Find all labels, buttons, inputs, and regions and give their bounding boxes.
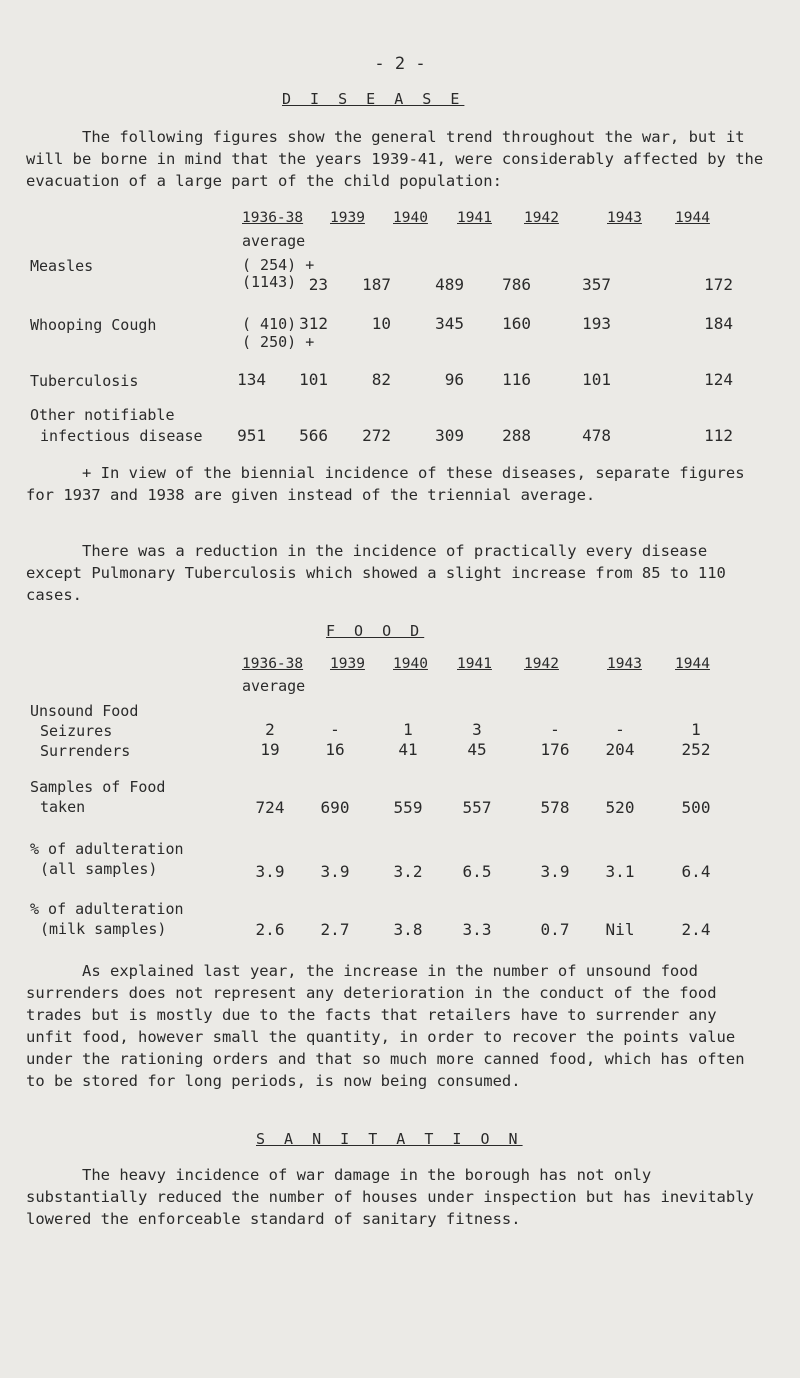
food-group-label: Unsound Food <box>30 702 139 720</box>
disease-col-3: 1941 <box>457 210 492 226</box>
food-cell: 3.2 <box>393 862 423 881</box>
disease-row-label: Whooping Cough <box>30 316 157 334</box>
disease-cell: 184 <box>704 314 733 333</box>
food-cell: 3 <box>472 720 482 739</box>
food-col-1: 1939 <box>330 656 365 672</box>
food-col-6: 1944 <box>675 656 710 672</box>
food-row-label: Surrenders <box>40 742 131 760</box>
disease-cell: 160 <box>502 314 531 333</box>
disease-cell: 116 <box>502 370 531 389</box>
disease-col-2: 1940 <box>393 210 428 226</box>
food-cell: 204 <box>605 740 635 759</box>
disease-heading: D I S E A S E <box>282 90 465 108</box>
disease-cell: 309 <box>435 426 464 445</box>
food-cell: 3.1 <box>605 862 635 881</box>
food-row-label: (milk samples) <box>40 920 167 938</box>
disease-cell: 312 <box>299 314 328 333</box>
food-average-label: average <box>242 677 306 695</box>
food-cell: 3.3 <box>462 920 492 939</box>
food-col-5: 1943 <box>607 656 642 672</box>
food-cell: 6.4 <box>681 862 711 881</box>
disease-cell: 96 <box>444 370 464 389</box>
food-heading: F O O D <box>326 622 425 640</box>
food-cell: 3.9 <box>320 862 350 881</box>
disease-row-label: Other notifiable <box>30 406 175 424</box>
disease-cell: 82 <box>371 370 391 389</box>
disease-col-4: 1942 <box>524 210 559 226</box>
food-row-label: % of adulteration <box>30 840 184 858</box>
food-cell: 520 <box>605 798 635 817</box>
sanitation-paragraph: The heavy incidence of war damage in the borough has not only substantially reduced the number of houses under inspection but has inevitably lowered the enforceable standard of sanitary fitness. <box>26 1166 754 1228</box>
disease-cell: 288 <box>502 426 531 445</box>
food-cell: 3.8 <box>393 920 423 939</box>
disease-cell-paren: (1143) <box>242 273 297 291</box>
disease-row-label: infectious disease <box>40 427 203 445</box>
disease-cell: 101 <box>299 370 328 389</box>
disease-cell: 124 <box>704 370 733 389</box>
food-cell: 0.7 <box>540 920 570 939</box>
disease-cell: 134 <box>237 370 266 389</box>
disease-cell: 23 <box>308 275 328 294</box>
food-cell: 2 <box>265 720 275 739</box>
disease-intro: The following figures show the general trend throughout the war, but it will be borne in mind that the years 1939-41, were considerably affected by the evacuation of a large part of the child population: <box>26 128 764 190</box>
food-cell: 176 <box>540 740 570 759</box>
food-cell: 557 <box>462 798 492 817</box>
disease-cell-paren: ( 410) <box>242 315 297 333</box>
disease-col-5: 1943 <box>607 210 642 226</box>
food-col-4: 1942 <box>524 656 559 672</box>
food-row-label: (all samples) <box>40 860 158 878</box>
food-cell: - <box>330 720 340 739</box>
food-cell: 500 <box>681 798 711 817</box>
disease-row-label: Measles <box>30 257 94 275</box>
disease-paragraph: There was a reduction in the incidence of practically every disease except Pulmonary Tuberculosis which showed a slight increase from 85 to 110 cases. <box>26 542 726 604</box>
food-cell: 3.9 <box>255 862 285 881</box>
disease-cell: 345 <box>435 314 464 333</box>
disease-col-6: 1944 <box>675 210 710 226</box>
disease-cell-paren: ( 254) + <box>242 256 315 274</box>
page-number: - 2 - <box>374 54 426 74</box>
disease-col-1: 1939 <box>330 210 365 226</box>
disease-cell: 951 <box>237 426 266 445</box>
food-row-label: Samples of Food <box>30 778 166 796</box>
disease-row-label: Tuberculosis <box>30 372 139 390</box>
food-cell: 2.6 <box>255 920 285 939</box>
food-cell: 578 <box>540 798 570 817</box>
disease-cell-paren: ( 250) + <box>242 333 315 351</box>
food-row-label: % of adulteration <box>30 900 184 918</box>
sanitation-heading: S A N I T A T I O N <box>256 1130 523 1148</box>
food-cell: - <box>615 720 625 739</box>
disease-cell: 187 <box>362 275 391 294</box>
food-cell: 252 <box>681 740 711 759</box>
disease-cell: 357 <box>582 275 611 294</box>
disease-col-0: 1936-38 <box>242 210 304 226</box>
food-cell: 16 <box>325 740 345 759</box>
disease-cell: 172 <box>704 275 733 294</box>
food-col-0: 1936-38 <box>242 656 304 672</box>
food-cell: 724 <box>255 798 285 817</box>
food-cell: 41 <box>398 740 418 759</box>
disease-cell: 112 <box>704 426 733 445</box>
disease-cell: 489 <box>435 275 464 294</box>
disease-cell: 10 <box>371 314 391 333</box>
food-cell: 2.4 <box>681 920 711 939</box>
food-cell: 1 <box>403 720 413 739</box>
disease-cell: 478 <box>582 426 611 445</box>
food-col-2: 1940 <box>393 656 428 672</box>
disease-cell: 193 <box>582 314 611 333</box>
food-cell: 6.5 <box>462 862 492 881</box>
disease-cell: 272 <box>362 426 391 445</box>
food-col-3: 1941 <box>457 656 492 672</box>
food-cell: 2.7 <box>320 920 350 939</box>
disease-cell: 101 <box>582 370 611 389</box>
disease-cell: 786 <box>502 275 531 294</box>
food-cell: 1 <box>691 720 701 739</box>
disease-cell: 566 <box>299 426 328 445</box>
food-cell: - <box>550 720 560 739</box>
food-paragraph: As explained last year, the increase in the number of unsound food surrenders does not represent any deterioration in the conduct of the food trades but is mostly due to the facts that retailers have to surrender any unfit food, however small the quantity, in order to recover the points value under the rationing orders and that so much more canned food, which has often to be stored for long periods, is now being consumed. <box>26 962 745 1090</box>
food-cell: 3.9 <box>540 862 570 881</box>
food-cell: 690 <box>320 798 350 817</box>
food-row-label: Seizures <box>40 722 113 740</box>
food-cell: 559 <box>393 798 423 817</box>
food-row-label: taken <box>40 798 86 816</box>
food-cell: 45 <box>467 740 487 759</box>
disease-footnote: + In view of the biennial incidence of these diseases, separate figures for 1937 and 1938 are given instead of the triennial average. <box>26 464 745 504</box>
disease-average-label: average <box>242 232 306 250</box>
food-cell: Nil <box>605 920 635 939</box>
food-cell: 19 <box>260 740 280 759</box>
